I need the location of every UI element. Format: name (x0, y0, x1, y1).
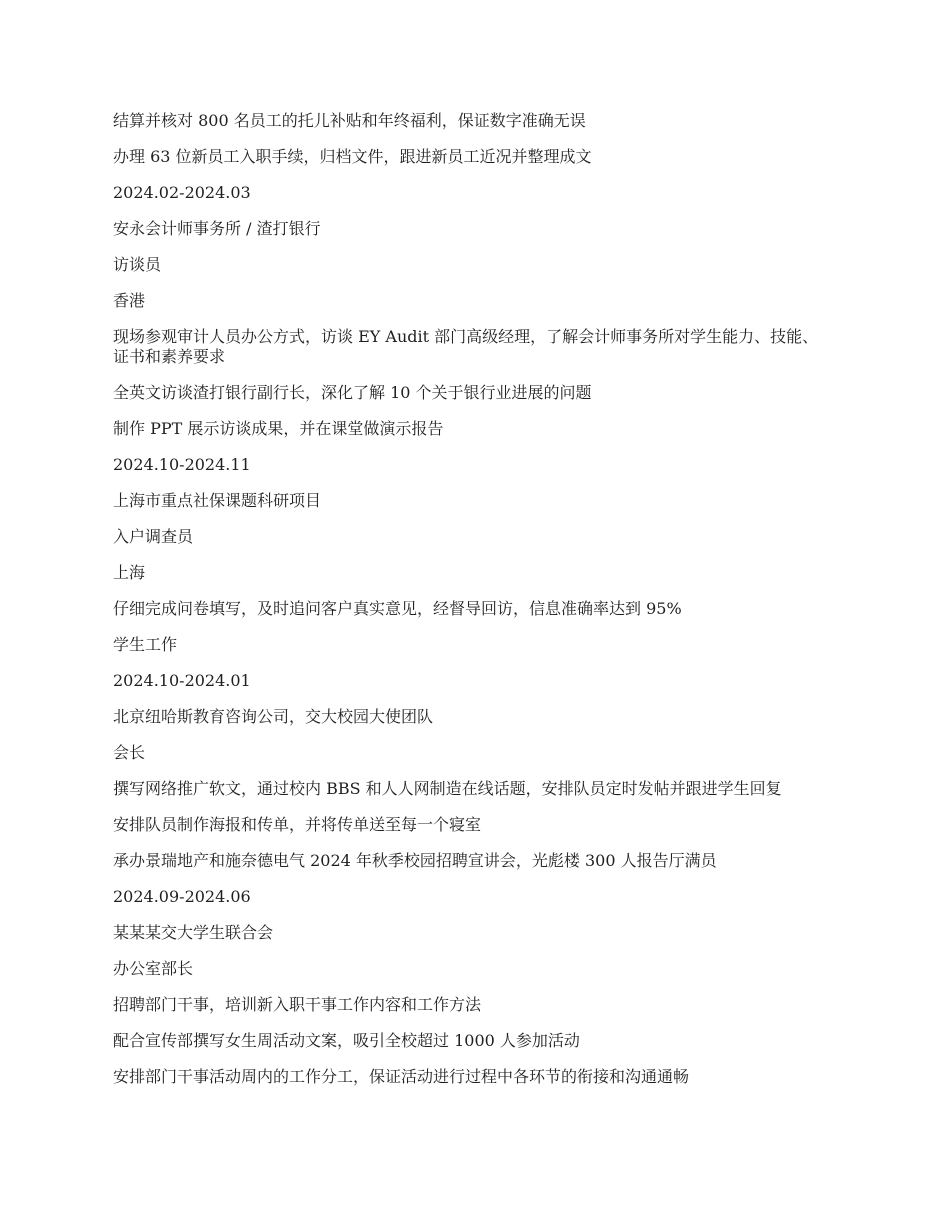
resume-content (113, 111, 833, 1103)
role: 入户调查员 (113, 527, 194, 546)
date-range: 2024.10-2024.11 (113, 455, 251, 474)
date-range: 2024.10-2024.01 (113, 671, 251, 690)
text-line: 全英文访谈渣打银行副行长，深化了解 10 个关于银行业进展的问题 (113, 383, 592, 402)
section-title: 学生工作 (113, 635, 178, 654)
role: 会长 (113, 743, 146, 762)
text-line: 安排部门干事活动周内的工作分工，保证活动进行过程中各环节的衔接和沟通通畅 (113, 1067, 690, 1086)
text-line: 结算并核对 800 名员工的托儿补贴和年终福利，保证数字准确无误 (113, 111, 586, 130)
text-line: 仔细完成问卷填写，及时追问客户真实意见，经督导回访，信息准确率达到 95% (113, 599, 682, 618)
role: 访谈员 (113, 255, 162, 274)
text-line: 招聘部门干事，培训新入职干事工作内容和工作方法 (113, 995, 482, 1014)
role: 办公室部长 (113, 959, 194, 978)
text-line: 制作 PPT 展示访谈成果，并在课堂做演示报告 (113, 419, 444, 438)
organization: 北京纽哈斯教育咨询公司，交大校园大使团队 (113, 707, 434, 726)
date-range: 2024.09-2024.06 (113, 887, 251, 906)
text-line: 配合宣传部撰写女生周活动文案，吸引全校超过 1000 人参加活动 (113, 1031, 580, 1050)
text-line: 撰写网络推广软文，通过校内 BBS 和人人网制造在线话题，安排队员定时发帖并跟进学生回复 (113, 779, 782, 798)
text-line: 现场参观审计人员办公方式，访谈 EY Audit 部门高级经理，了解会计师事务所对学生能力、技能、证书和素养要求 (113, 327, 819, 366)
text-line: 承办景瑞地产和施奈德电气 2024 年秋季校园招聘宣讲会，光彪楼 300 人报告厅满员 (113, 851, 717, 870)
location: 香港 (113, 291, 146, 310)
organization: 安永会计师事务所 / 渣打银行 (113, 219, 321, 238)
text-line: 安排队员制作海报和传单，并将传单送至每一个寝室 (113, 815, 482, 834)
organization: 上海市重点社保课题科研项目 (113, 491, 322, 510)
date-range: 2024.02-2024.03 (113, 183, 251, 202)
location: 上海 (113, 563, 146, 582)
text-line: 办理 63 位新员工入职手续，归档文件，跟进新员工近况并整理成文 (113, 147, 592, 166)
organization: 某某某交大学生联合会 (113, 923, 274, 942)
